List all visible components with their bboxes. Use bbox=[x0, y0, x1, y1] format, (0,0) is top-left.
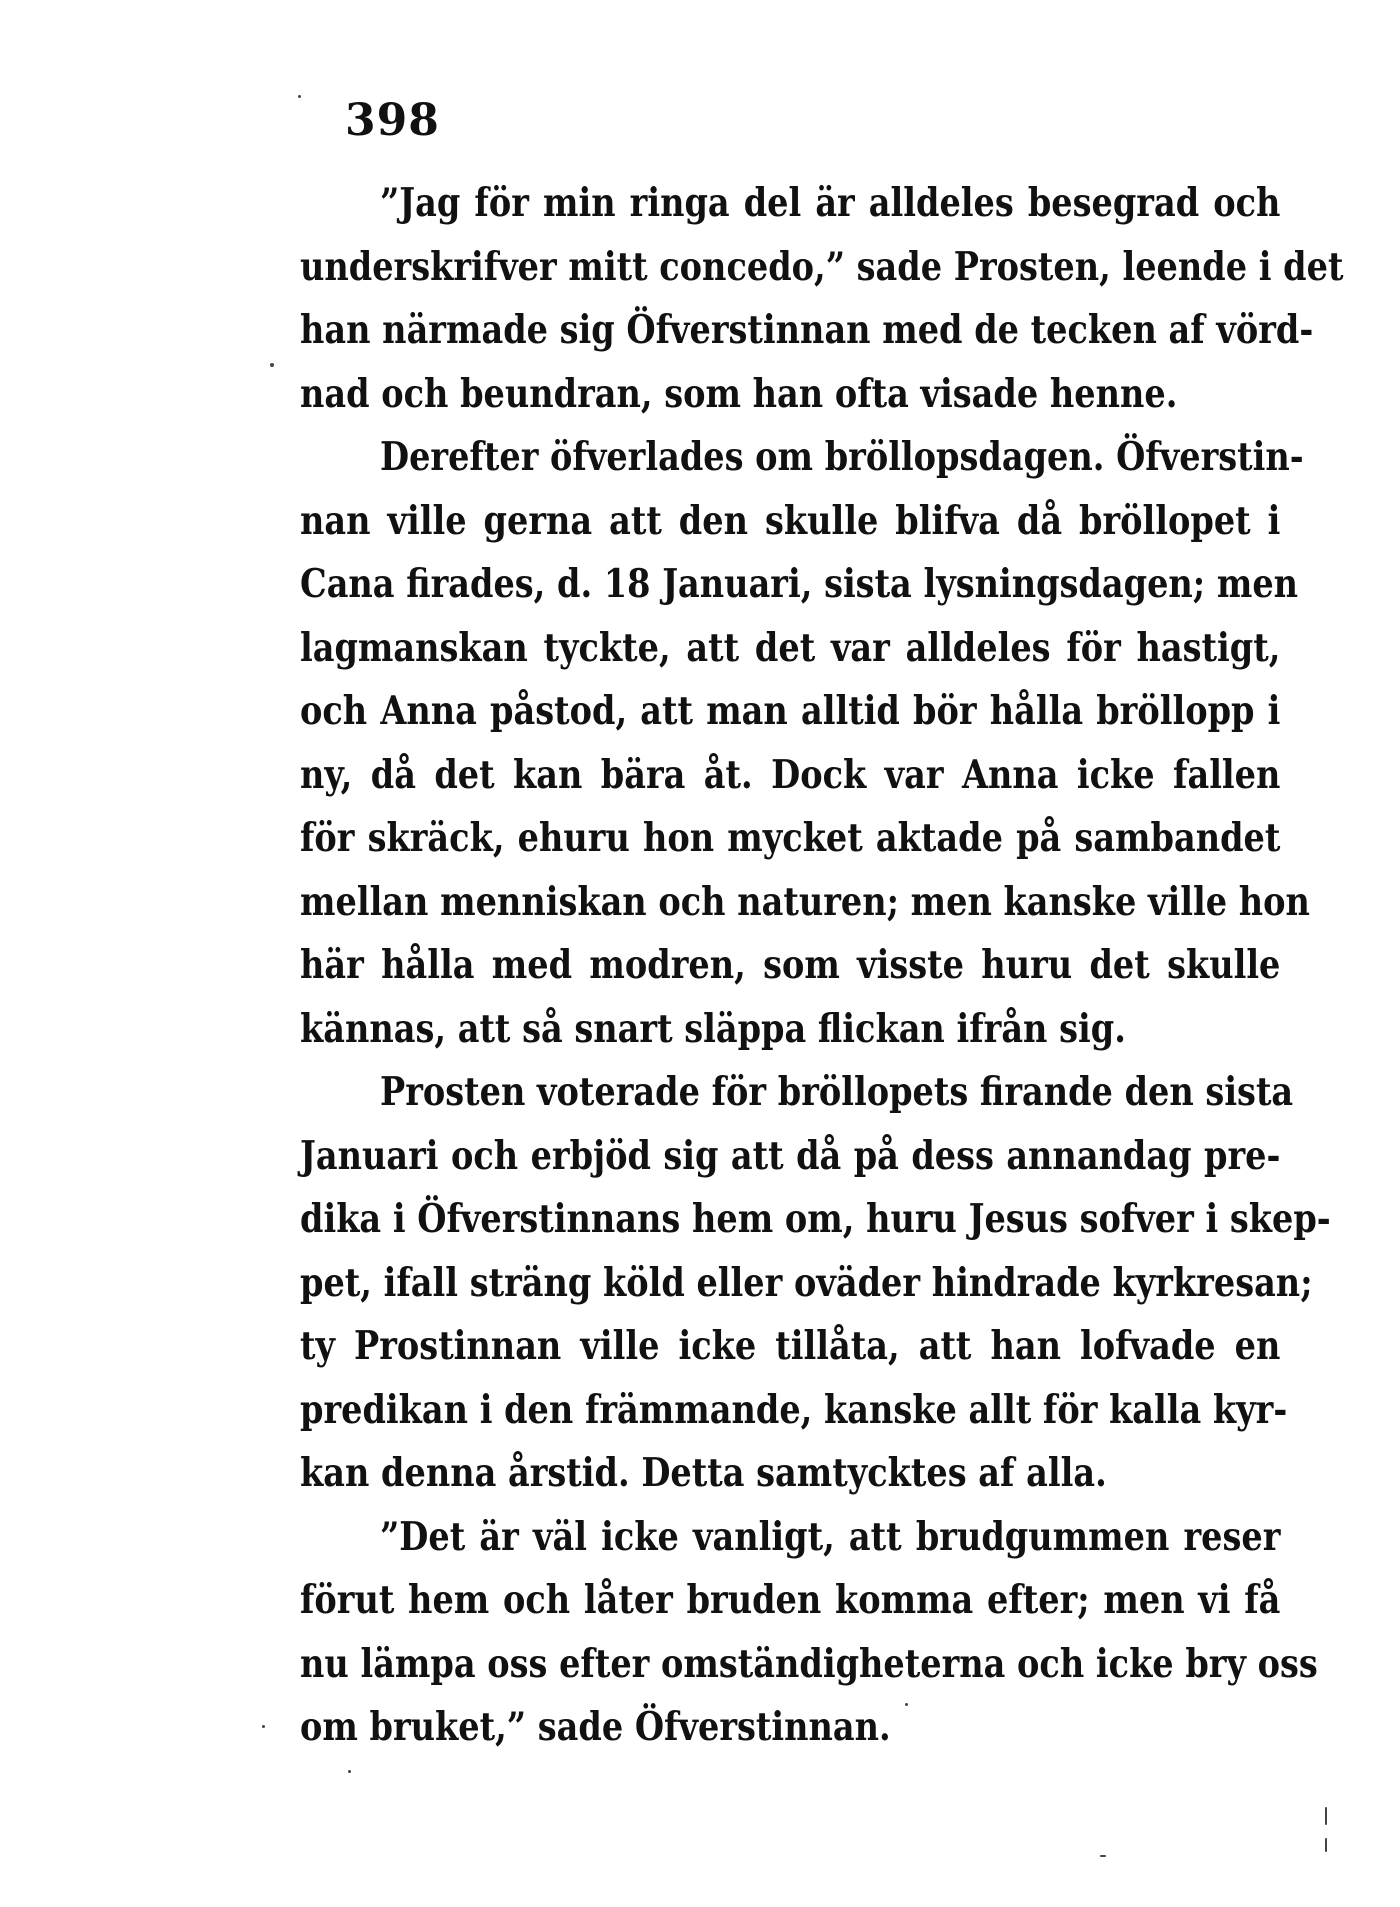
text-line: predikan i den främmande, kanske allt för kalla kyr- bbox=[300, 1386, 1288, 1433]
text-line: mellan menniskan och naturen; men kanske ville hon bbox=[300, 878, 1310, 925]
text-line: nu lämpa oss efter omständigheterna och icke bry oss bbox=[300, 1640, 1318, 1687]
scan-speck bbox=[1325, 1807, 1327, 1825]
text-line: Derefter öfverlades om bröllopsdagen. Öfverstin- bbox=[380, 434, 1304, 480]
text-line: nad och beundran, som han ofta visade henne. bbox=[300, 370, 1178, 417]
text-line: ty Prostinnan ville icke tillåta, att han lofvade en bbox=[300, 1323, 1281, 1369]
text-line: ny, då det kan bära åt. Dock var Anna icke fallen bbox=[300, 751, 1281, 798]
text-line: nan ville gerna att den skulle blifva då bröllopet i bbox=[300, 497, 1281, 544]
scan-speck bbox=[348, 1770, 351, 1773]
text-line: pet, ifall sträng köld eller oväder hindrade kyrkresan; bbox=[300, 1259, 1313, 1306]
text-line: här hålla med modren, som visste huru det skulle bbox=[300, 942, 1281, 988]
text-line: lagmanskan tyckte, att det var alldeles för hastigt, bbox=[300, 624, 1281, 671]
text-line: förut hem och låter bruden komma efter; men vi få bbox=[300, 1577, 1281, 1623]
body-text bbox=[300, 172, 1344, 1760]
text-line: han närmade sig Öfverstinnan med de tecken af vörd- bbox=[300, 307, 1314, 353]
text-line: kännas, att så snart släppa flickan ifrån sig. bbox=[300, 1005, 1126, 1052]
text-line: Cana firades, d. 18 Januari, sista lysningsdagen; men bbox=[300, 561, 1299, 607]
scan-speck bbox=[298, 95, 301, 98]
scan-speck bbox=[262, 1725, 265, 1728]
text-line: Prosten voterade för bröllopets firande den sista bbox=[380, 1069, 1294, 1115]
text-line: underskrifver mitt concedo,” sade Prosten, leende i det bbox=[300, 243, 1344, 290]
text-line: för skräck, ehuru hon mycket aktade på sambandet bbox=[300, 815, 1281, 861]
scan-speck bbox=[270, 363, 274, 367]
scan-speck bbox=[905, 1703, 908, 1706]
text-line: ”Det är väl icke vanligt, att brudgummen reser bbox=[380, 1513, 1281, 1560]
text-line: Januari och erbjöd sig att då på dess annandag pre- bbox=[300, 1132, 1281, 1179]
scan-speck bbox=[1100, 1855, 1106, 1857]
text-line: kan denna årstid. Detta samtycktes af alla. bbox=[300, 1450, 1107, 1496]
text-line: ”Jag för min ringa del är alldeles besegrad och bbox=[380, 180, 1281, 226]
text-line: dika i Öfverstinnans hem om, huru Jesus sofver i skep- bbox=[300, 1196, 1331, 1242]
page-number: 398 bbox=[345, 95, 440, 146]
text-line: och Anna påstod, att man alltid bör hålla bröllopp i bbox=[300, 688, 1281, 734]
text-line: om bruket,” sade Öfverstinnan. bbox=[300, 1704, 891, 1750]
scan-speck bbox=[1325, 1838, 1327, 1852]
